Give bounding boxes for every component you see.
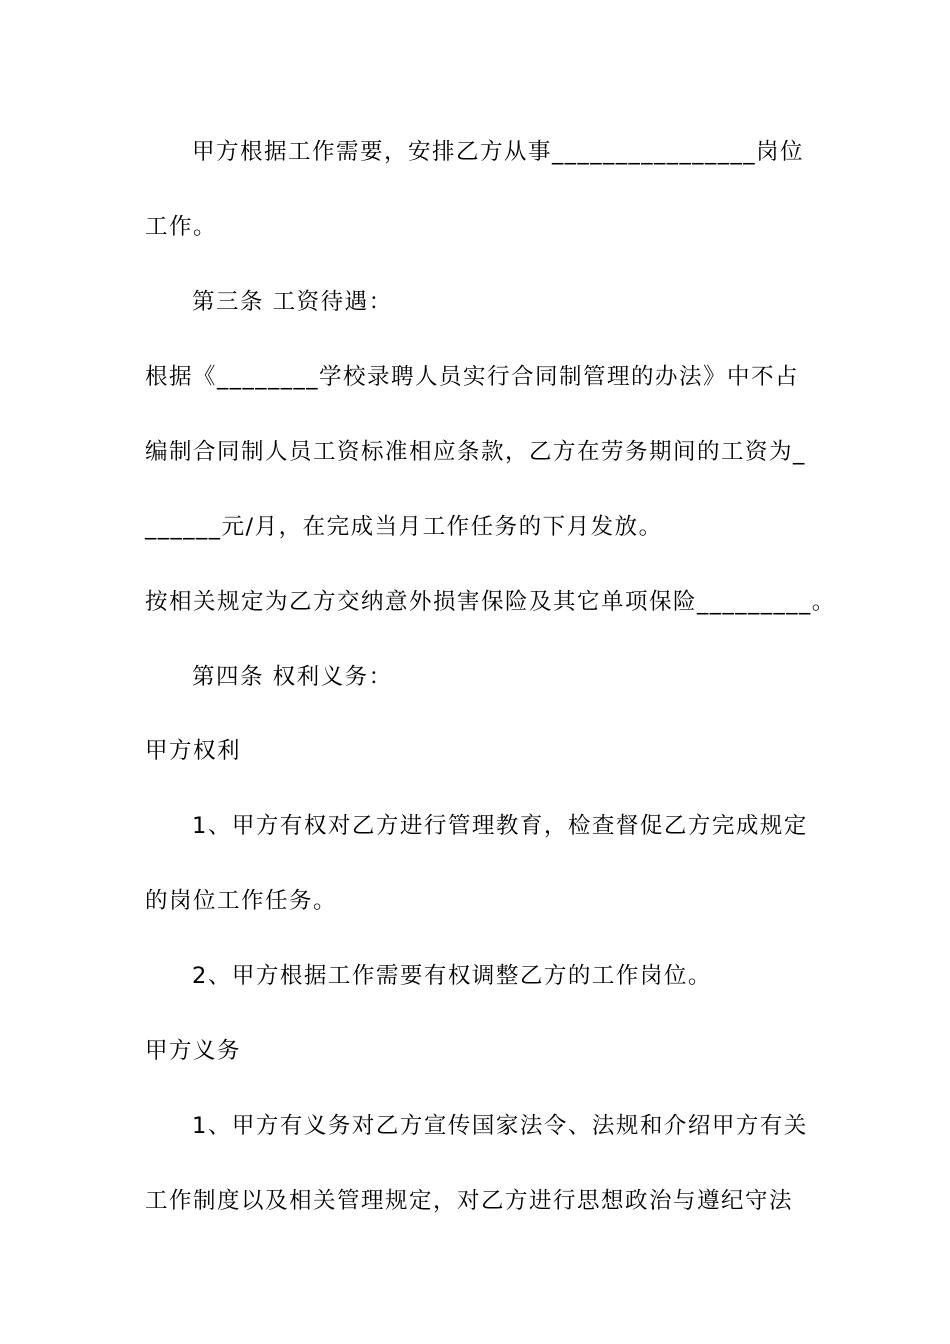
paragraph-line: 按相关规定为乙方交纳意外损害保险及其它单项保险_________。 bbox=[145, 589, 836, 615]
paragraph-line: 1、甲方有义务对乙方宣传国家法令、法规和介绍甲方有关 bbox=[192, 1113, 808, 1139]
section-heading: 第四条 权利义务： bbox=[192, 664, 393, 690]
section-heading: 第三条 工资待遇： bbox=[192, 289, 393, 315]
paragraph-line: 2、甲方根据工作需要有权调整乙方的工作岗位。 bbox=[192, 963, 712, 989]
paragraph-line: ______元/月，在完成当月工作任务的下月发放。 bbox=[145, 514, 663, 540]
paragraph-line: 工作。 bbox=[145, 214, 218, 240]
subheading: 甲方权利 bbox=[145, 738, 242, 764]
subheading: 甲方义务 bbox=[145, 1038, 242, 1064]
paragraph-line: 1、甲方有权对乙方进行管理教育，检查督促乙方完成规定 bbox=[192, 813, 808, 839]
paragraph-line: 工作制度以及相关管理规定，对乙方进行思想政治与遵纪守法 bbox=[145, 1188, 794, 1214]
paragraph-line: 甲方根据工作需要，安排乙方从事________________岗位 bbox=[192, 139, 805, 165]
paragraph-line: 的岗位工作任务。 bbox=[145, 888, 338, 914]
paragraph-line: 根据《________学校录聘人员实行合同制管理的办法》中不占 bbox=[145, 364, 800, 390]
paragraph-line: 编制合同制人员工资标准相应条款，乙方在劳务期间的工资为_ bbox=[145, 439, 806, 465]
